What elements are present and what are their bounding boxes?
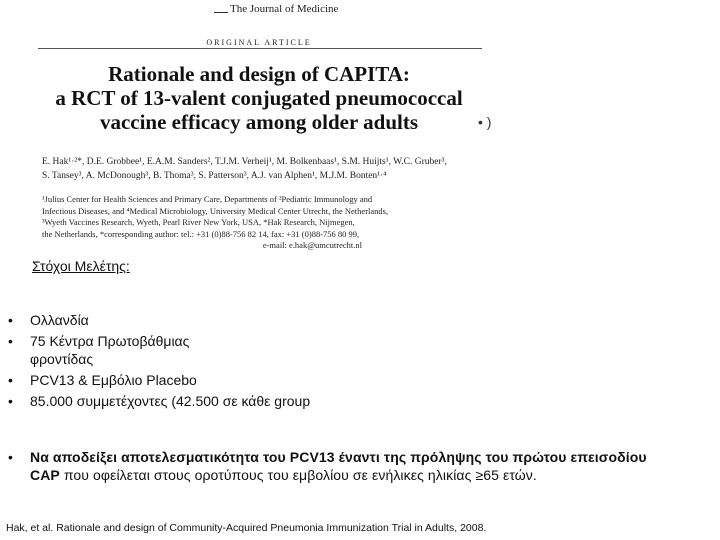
journal-logo — [214, 2, 354, 22]
bullet-icon: • — [8, 333, 13, 349]
list-item — [8, 392, 658, 410]
list-item — [8, 332, 230, 368]
affiliation-line: e-mail: e.hak@umcutrecht.nl — [262, 240, 362, 251]
article-title-line: vaccine efficacy among older adults — [99, 110, 419, 134]
affiliation-line: Infectious Diseases, and ⁴Medical Microbiology, University Medical Center Utrecht, the Netherlands, — [42, 205, 389, 216]
affiliation-line: ¹Julius Center for Health Sciences and Primary Care, Departments of ²Pediatric Immunology and — [42, 194, 373, 204]
study-details-list — [8, 311, 658, 413]
citation: Hak, et al. Rationale and design of Community-Acquired Pneumonia Immunization Trial in Adults, 2008. — [6, 522, 487, 534]
objective-text: που οφείλεται στους οροτύπους του εμβολίου σε ενήλικες ηλικίας ≥65 ετών. — [59, 467, 537, 483]
study-objective-list — [8, 448, 658, 484]
stray-bullet-mark: • ) — [478, 114, 492, 130]
list-item — [8, 311, 658, 329]
article-header-image — [28, 0, 490, 266]
journal-logo-icon — [214, 2, 228, 13]
journal-name: The Journal of Medicine — [230, 3, 339, 15]
article-title — [28, 62, 490, 134]
list-item-text: 75 Κέντρα Πρωτοβάθμιας φροντίδας — [30, 333, 190, 367]
list-item-text: 85.000 συμμετέχοντες (42.500 σε κάθε group — [30, 393, 311, 409]
bullet-icon: • — [8, 372, 13, 388]
bullet-icon: • — [8, 449, 14, 465]
article-affiliations — [42, 194, 482, 252]
section-heading: Στόχοι Μελέτης: — [32, 258, 130, 274]
article-title-line: Rationale and design of CAPITA: — [108, 62, 410, 86]
bullet-icon: • — [8, 393, 13, 409]
list-item-text: Ολλανδία — [30, 312, 89, 328]
bullet-icon: • — [8, 312, 13, 328]
authors-line: S. Tansey³, A. McDonough³, B. Thoma³, S. Patterson³, A.J. van Alphen¹, M.J.M. Bonten¹·⁴ — [42, 171, 387, 181]
header-divider — [38, 48, 482, 49]
affiliation-line: ³Wyeth Vaccines Research, Wyeth, Pearl River New York, USA, *Hak Research, Nijmegen, — [42, 217, 355, 228]
article-authors — [42, 155, 482, 183]
article-section-label: ORIGINAL ARTICLE — [206, 38, 312, 47]
objective-bold-text: Να αποδείξει αποτελεσματικότητα του PCV13 έναντι της πρόληψης του πρώτου επεισοδίου CAP — [30, 449, 647, 483]
list-item — [8, 371, 658, 389]
authors-line: E. Hak¹·²*, D.E. Grobbee¹, E.A.M. Sanders², T.J.M. Verheij¹, M. Bolkenbaas¹, S.M. Huijts¹, W.C. Gruber³, — [42, 157, 447, 167]
article-title-line: a RCT of 13-valent conjugated pneumococcal — [55, 86, 463, 110]
list-item-text: PCV13 & Εμβόλιο Placebo — [30, 372, 197, 388]
list-item — [8, 448, 658, 484]
affiliation-line: the Netherlands, *corresponding author: tel.: +31 (0)88-756 82 14, fax: +31 (0)88-756 80 99, — [42, 228, 360, 239]
